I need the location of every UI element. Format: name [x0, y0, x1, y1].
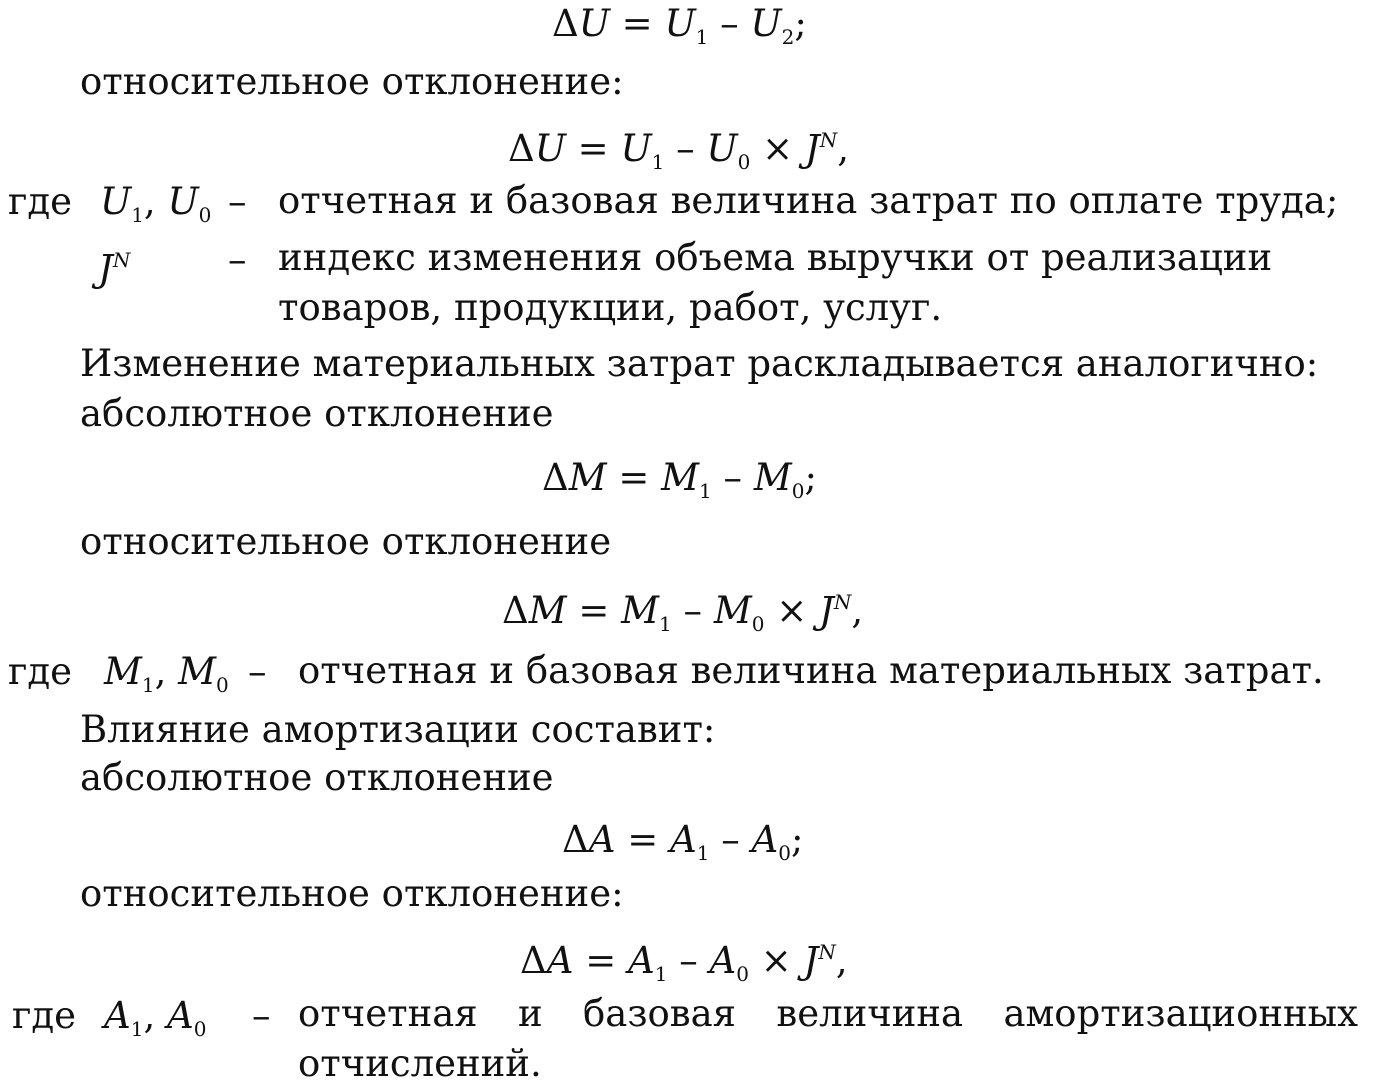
- formula-material-absolute: $\Delta M = M_1 - M_0$;: [542, 456, 817, 503]
- symbol-u1-u0: $U_1$, $U_0$: [100, 180, 212, 227]
- label-absolute-deviation-1: абсолютное отклонение: [80, 392, 554, 435]
- def-dash-1: –: [228, 180, 247, 223]
- def-dash-4: –: [252, 994, 271, 1037]
- label-relative-deviation-3: относительное отклонение:: [80, 872, 624, 915]
- symbol-jn: $J^N$: [98, 247, 131, 290]
- label-absolute-deviation-2: абсолютное отклонение: [80, 756, 554, 799]
- def-material-costs: отчетная и базовая величина материальных затрат.: [298, 649, 1324, 692]
- where-label-2: где: [8, 650, 73, 693]
- symbol-a1-a0: $A_1$, $A_0$: [104, 994, 207, 1041]
- def-revenue-index: индекс изменения объема выручки от реализации товаров, продукции, работ, услуг.: [278, 236, 1273, 329]
- formula-labor-absolute: $\Delta U = U_1 - U_2$;: [552, 2, 807, 49]
- def-labor-costs: отчетная и базовая величина затрат по оплате труда;: [278, 179, 1339, 222]
- def-dash-2: –: [228, 238, 247, 281]
- formula-material-relative: $\Delta M = M_1 - M_0 \times J^N$,: [502, 589, 864, 636]
- formula-amortization-absolute: $\Delta A = A_1 - A_0$;: [562, 818, 804, 865]
- where-label-1: где: [8, 180, 73, 223]
- symbol-m1-m0: $M_1$, $M_0$: [104, 650, 229, 697]
- para-material-costs: Изменение материальных затрат раскладывается аналогично:: [80, 342, 1319, 385]
- formula-amortization-relative: $\Delta A = A_1 - A_0 \times J^N$,: [520, 939, 848, 986]
- def-dash-3: –: [248, 650, 267, 693]
- where-label-3: где: [12, 994, 77, 1037]
- label-relative-deviation-1: относительное отклонение:: [80, 60, 624, 103]
- formula-labor-relative: $\Delta U = U_1 - U_0 \times J^N$,: [508, 127, 849, 174]
- para-amortization: Влияние амортизации составит:: [80, 708, 716, 751]
- label-relative-deviation-2: относительное отклонение: [80, 520, 612, 563]
- def-amortization: отчетная и базовая величина амортизационных отчислений.: [298, 992, 1358, 1085]
